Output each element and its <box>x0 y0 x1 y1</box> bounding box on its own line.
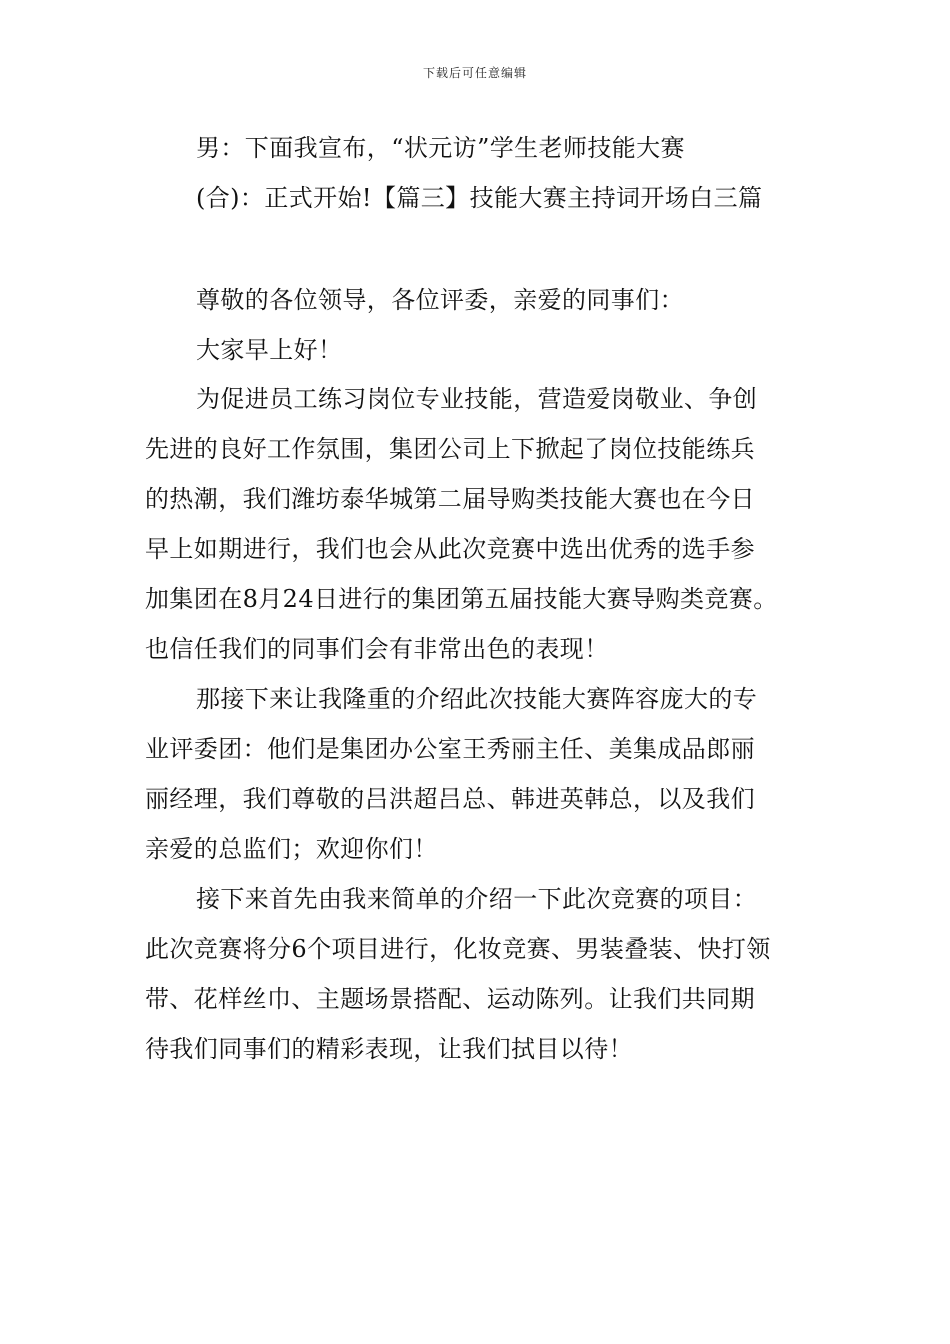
body-line-15: 接下来首先由我来简单的介绍一下此次竞赛的项目： <box>196 885 758 913</box>
body-line-16: 此次竞赛将分6个项目进行，化妆竞赛、男装叠装、快打领 <box>145 935 771 963</box>
body-line-5: 为促进员工练习岗位专业技能，营造爱岗敬业、争创 <box>196 385 758 413</box>
body-line-1: 男：下面我宣布，“状元访”学生老师技能大赛 <box>196 134 685 162</box>
body-line-12: 业评委团：他们是集团办公室王秀丽主任、美集成品郎丽 <box>145 735 755 763</box>
body-line-7: 的热潮，我们潍坊泰华城第二届导购类技能大赛也在今日 <box>145 485 755 513</box>
body-line-9: 加集团在8月24日进行的集团第五届技能大赛导购类竞赛。 <box>145 585 778 613</box>
body-line-6: 先进的良好工作氛围，集团公司上下掀起了岗位技能练兵 <box>145 435 755 463</box>
page-header: 下载后可任意编辑 <box>422 66 527 80</box>
body-line-8: 早上如期进行，我们也会从此次竞赛中选出优秀的选手参 <box>145 535 755 563</box>
body-line-2: (合)：正式开始!【篇三】技能大赛主持词开场白三篇 <box>196 184 763 212</box>
body-line-3: 尊敬的各位领导，各位评委，亲爱的同事们： <box>196 286 684 314</box>
body-line-10: 也信任我们的同事们会有非常出色的表现！ <box>145 635 609 663</box>
body-line-17: 带、花样丝巾、主题场景搭配、运动陈列。让我们共同期 <box>145 985 755 1013</box>
body-line-11: 那接下来让我隆重的介绍此次技能大赛阵容庞大的专 <box>196 685 758 713</box>
body-line-18: 待我们同事们的精彩表现，让我们拭目以待！ <box>145 1035 633 1063</box>
body-line-14: 亲爱的总监们；欢迎你们！ <box>145 835 438 863</box>
body-line-4: 大家早上好！ <box>196 336 343 364</box>
body-line-13: 丽经理，我们尊敬的吕洪超吕总、韩进英韩总，以及我们 <box>145 785 755 813</box>
